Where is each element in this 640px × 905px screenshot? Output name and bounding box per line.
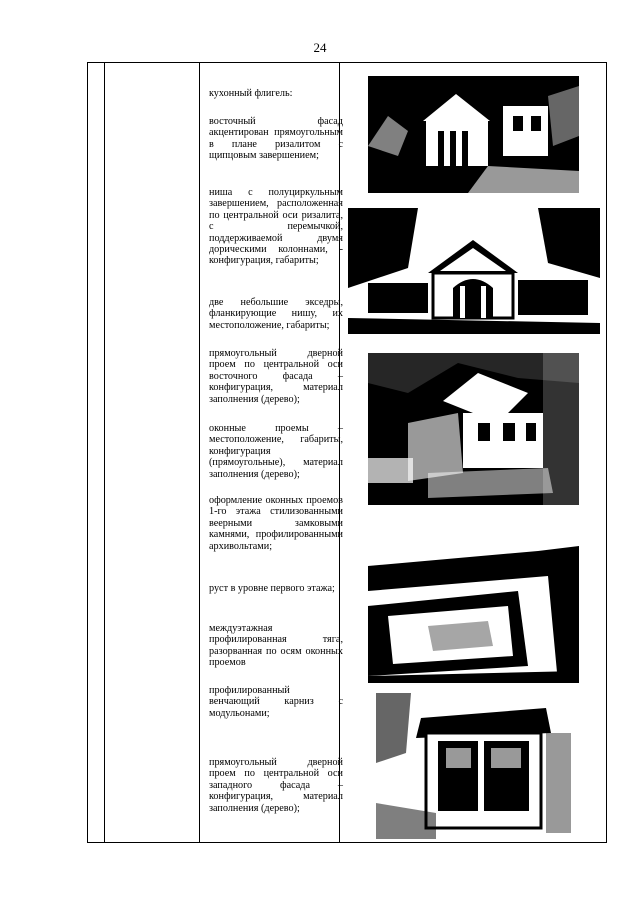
- list-item: кухонный флигель:: [209, 88, 293, 99]
- list-item: оконные проемы – местоположение, габариты, конфигурация (прямоугольные), материал заполнения (дерево);: [209, 423, 343, 480]
- list-item: междуэтажная профилированная тяга, разорванная по осям оконных проемов: [209, 623, 343, 669]
- list-item: ниша с полуциркульным завершением, расположенная по центральной оси ризалита, с перемычкой, поддерживаемой двумя дорическими колоннами, - конфигурация, габариты;: [209, 187, 343, 267]
- photo-window-archivolt-detail: [368, 546, 579, 683]
- list-item: две небольшие экседры, фланкирующие нишу, их местоположение, габариты;: [209, 297, 343, 331]
- column-divider: [104, 63, 105, 842]
- photo-risalit-with-columns: [348, 208, 600, 334]
- list-item: руст в уровне первого этажа;: [209, 583, 335, 594]
- page-number: 24: [313, 40, 327, 55]
- list-item: профилированный венчающий карниз с модульонами;: [209, 685, 343, 719]
- column-divider: [199, 63, 200, 842]
- list-item: прямоугольный дверной проем по центральной оси западного фасада – конфигурация, материал заполнения (дерево);: [209, 757, 343, 814]
- protection-subject-table: [87, 62, 607, 843]
- photo-corner-view: [368, 353, 579, 505]
- photo-west-doorway: [376, 693, 571, 839]
- photo-kitchen-wing-east-facade: [368, 76, 579, 193]
- list-item: прямоугольный дверной проем по центральной оси восточного фасада – конфигурация, материал заполнения (дерево);: [209, 348, 343, 405]
- list-item: восточный фасад акцентирован прямоугольным в плане ризалитом с щипцовым завершением;: [209, 116, 343, 162]
- list-item: оформление оконных проемов 1-го этажа стилизованными веерными замковыми камнями, профилированными архивольтами;: [209, 495, 343, 552]
